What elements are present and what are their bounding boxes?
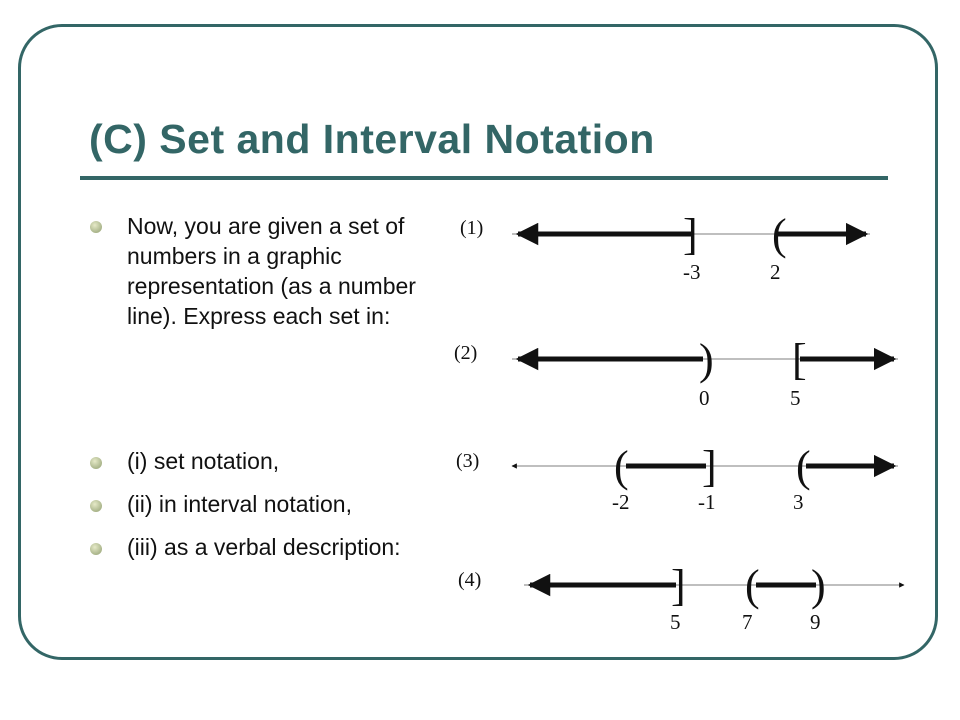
title-divider <box>80 176 888 180</box>
number-line-4 <box>458 561 904 634</box>
number-line-label: (3) <box>456 450 480 472</box>
bullet-dot-icon <box>90 457 102 469</box>
tick-label: -3 <box>683 260 701 284</box>
bullet-text: (ii) in interval notation, <box>127 491 352 517</box>
number-line-2 <box>454 335 898 410</box>
tick-label: 9 <box>810 610 821 634</box>
bullet-text: (iii) as a verbal description: <box>127 534 401 560</box>
number-line-figure <box>440 196 920 646</box>
tick-label: 5 <box>790 386 801 410</box>
number-line-label: (4) <box>458 569 482 591</box>
endpoint-bracket: ] <box>671 561 686 610</box>
tick-label: 7 <box>742 610 753 634</box>
tick-label: 5 <box>670 610 681 634</box>
endpoint-bracket: [ <box>792 335 807 384</box>
number-line-1 <box>460 210 870 284</box>
bullet-text: (i) set notation, <box>127 448 280 474</box>
endpoint-bracket: ] <box>683 210 698 259</box>
endpoint-bracket: ( <box>745 561 760 610</box>
slide-title: (C) Set and Interval Notation <box>89 116 655 162</box>
bullet-dot-icon <box>90 543 102 555</box>
number-line-3 <box>456 442 898 514</box>
tick-label: 2 <box>770 260 781 284</box>
tick-label: -1 <box>698 490 716 514</box>
endpoint-bracket: ( <box>796 442 811 491</box>
bullet-dot-icon <box>90 500 102 512</box>
bullet-dot-icon <box>90 221 102 233</box>
number-line-label: (1) <box>460 217 484 239</box>
endpoint-bracket: ) <box>811 561 826 610</box>
tick-label: 0 <box>699 386 710 410</box>
endpoint-bracket: ] <box>702 442 717 491</box>
bullet-text: Now, you are given a set of numbers in a graphic representation (as a number line). Express each set in: <box>127 213 416 329</box>
endpoint-bracket: ( <box>772 210 787 259</box>
number-line-label: (2) <box>454 342 478 364</box>
endpoint-bracket: ) <box>699 335 714 384</box>
tick-label: -2 <box>612 490 630 514</box>
tick-label: 3 <box>793 490 804 514</box>
endpoint-bracket: ( <box>614 442 629 491</box>
